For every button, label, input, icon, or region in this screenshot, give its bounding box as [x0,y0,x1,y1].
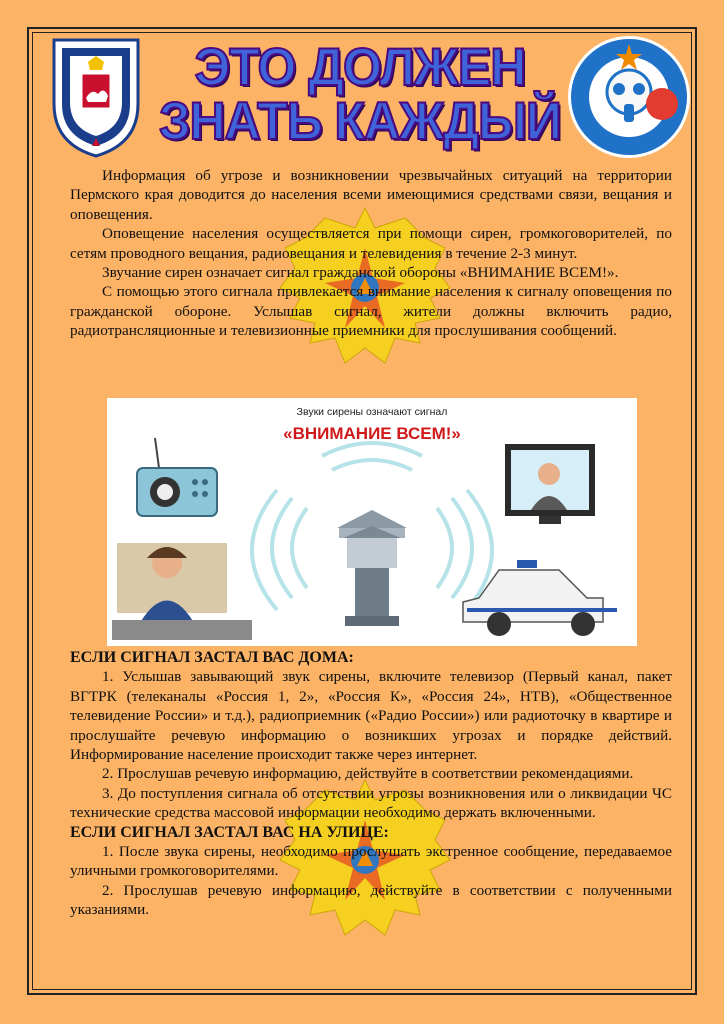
intro-paragraph: Оповещение населения осуществляется при помощи сирен, громкоговорителей, по сетям проводного вещания, радиовещания и телевидения в течение 2-3 минут. [70,225,672,262]
home-item: 1. Услышав завывающий звук сирены, включите телевизор (Первый канал, пакет ВГТРК (телеканалы «Россия 1, 2», «Россия К», «Россия 24», НТВ), «Общественное телевидение России» и т.д.), радиоприемник («Радио России») или радиоточку в квартире и прослушайте речевую информацию о возникших угрозах и порядке действий. Информирование население происходит также через интернет. [70,668,672,764]
siren-illustration [107,398,637,646]
mchs-perm-logo [50,34,142,158]
intro-paragraph: С помощью этого сигнала привлекается внимание населения к сигналу оповещения по гражданской обороне. Услышав сигнал, жители должны включить радио, радиотрансляционные и телевизионные приемники для прослушивания сообщений. [70,283,672,340]
poster-title-line2: ЗНАТЬ КАЖДЫЙ [159,91,561,151]
home-heading: ЕСЛИ СИГНАЛ ЗАСТАЛ ВАС ДОМА: [70,649,354,666]
illustration-caption: Звуки сирены означают сигнал [296,406,448,418]
siren-icon [337,510,407,626]
operator-at-desk-icon [112,543,252,640]
home-item: 2. Прослушав речевую информацию, действуйте в соответствии рекомендациями. [102,765,634,783]
intro-paragraph: Звучание сирен означает сигнал гражданской обороны «ВНИМАНИЕ ВСЕМ!». [102,264,619,282]
poster-title-line1: ЭТО ДОЛЖЕН [194,37,526,97]
civil-defense-90-logo [566,34,692,160]
tv-icon [505,444,595,524]
intro-paragraph: Информация об угрозе и возникновении чрезвычайных ситуаций на территории Пермского края доводится до населения всеми имеющимися средствами связи, вещания и оповещения. [70,167,672,223]
home-item: 3. До поступления сигнала об отсутствии угрозы возникновения или о ликвидации ЧС технические средства массовой информации необходимо держать включенными. [70,784,672,822]
street-item: 2. Прослушав речевую информацию, действуйте в соответствии с полученными указаниями. [70,881,672,919]
street-heading: ЕСЛИ СИГНАЛ ЗАСТАЛ ВАС НА УЛИЦЕ: [70,823,389,841]
instructions-text [70,648,672,920]
intro-text [70,166,672,341]
street-item: 1. После звука сирены, необходимо прослушать экстренное сообщение, передаваемое уличными громкоговорителями. [70,843,672,880]
police-car-icon [463,560,617,636]
radio-icon [137,438,217,516]
illustration-headline: «ВНИМАНИЕ ВСЕМ!» [283,424,461,443]
